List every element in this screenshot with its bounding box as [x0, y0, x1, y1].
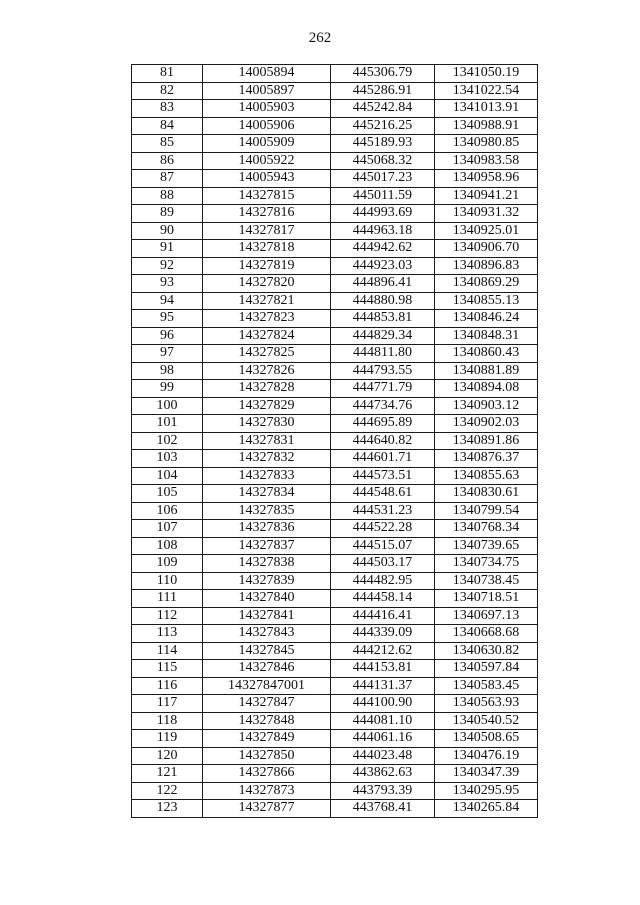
point-id-cell: 14327836 [203, 520, 331, 538]
point-id-cell: 14327826 [203, 362, 331, 380]
x-coordinate-cell: 444023.48 [331, 747, 435, 765]
point-id-cell: 14327833 [203, 467, 331, 485]
table-row [132, 502, 538, 520]
table-row [132, 222, 538, 240]
row-index-cell: 101 [132, 415, 203, 433]
row-index-cell: 90 [132, 222, 203, 240]
row-index-cell: 108 [132, 537, 203, 555]
row-index-cell: 102 [132, 432, 203, 450]
row-index-cell: 107 [132, 520, 203, 538]
point-id-cell: 14327821 [203, 292, 331, 310]
row-index-cell: 111 [132, 590, 203, 608]
x-coordinate-cell: 444601.71 [331, 450, 435, 468]
row-index-cell: 97 [132, 345, 203, 363]
y-coordinate-cell: 1340583.45 [435, 677, 538, 695]
row-index-cell: 87 [132, 170, 203, 188]
table-row [132, 607, 538, 625]
table-body [132, 65, 538, 818]
point-id-cell: 14327848 [203, 712, 331, 730]
point-id-cell: 14005897 [203, 82, 331, 100]
table-row [132, 572, 538, 590]
y-coordinate-cell: 1340347.39 [435, 765, 538, 783]
y-coordinate-cell: 1340903.12 [435, 397, 538, 415]
point-id-cell: 14327866 [203, 765, 331, 783]
table-row [132, 765, 538, 783]
x-coordinate-cell: 445216.25 [331, 117, 435, 135]
y-coordinate-cell: 1340295.95 [435, 782, 538, 800]
point-id-cell: 14005903 [203, 100, 331, 118]
point-id-cell: 14327834 [203, 485, 331, 503]
row-index-cell: 93 [132, 275, 203, 293]
table-row [132, 292, 538, 310]
x-coordinate-cell: 444829.34 [331, 327, 435, 345]
point-id-cell: 14327817 [203, 222, 331, 240]
x-coordinate-cell: 444695.89 [331, 415, 435, 433]
x-coordinate-cell: 444734.76 [331, 397, 435, 415]
point-id-cell: 14327841 [203, 607, 331, 625]
table-row [132, 642, 538, 660]
table-row [132, 695, 538, 713]
x-coordinate-cell: 445068.32 [331, 152, 435, 170]
y-coordinate-cell: 1340508.65 [435, 730, 538, 748]
y-coordinate-cell: 1340925.01 [435, 222, 538, 240]
y-coordinate-cell: 1340739.65 [435, 537, 538, 555]
y-coordinate-cell: 1340855.13 [435, 292, 538, 310]
y-coordinate-cell: 1340896.83 [435, 257, 538, 275]
y-coordinate-cell: 1340876.37 [435, 450, 538, 468]
point-id-cell: 14327845 [203, 642, 331, 660]
x-coordinate-cell: 444531.23 [331, 502, 435, 520]
point-id-cell: 14327823 [203, 310, 331, 328]
point-id-cell: 14327829 [203, 397, 331, 415]
table-row [132, 82, 538, 100]
table-row [132, 677, 538, 695]
y-coordinate-cell: 1340941.21 [435, 187, 538, 205]
row-index-cell: 88 [132, 187, 203, 205]
y-coordinate-cell: 1340983.58 [435, 152, 538, 170]
table-row [132, 135, 538, 153]
coordinates-table [131, 64, 538, 818]
y-coordinate-cell: 1341013.91 [435, 100, 538, 118]
row-index-cell: 82 [132, 82, 203, 100]
x-coordinate-cell: 445017.23 [331, 170, 435, 188]
y-coordinate-cell: 1340768.34 [435, 520, 538, 538]
point-id-cell: 14327837 [203, 537, 331, 555]
y-coordinate-cell: 1341022.54 [435, 82, 538, 100]
x-coordinate-cell: 445286.91 [331, 82, 435, 100]
row-index-cell: 83 [132, 100, 203, 118]
table-row [132, 520, 538, 538]
row-index-cell: 86 [132, 152, 203, 170]
row-index-cell: 106 [132, 502, 203, 520]
x-coordinate-cell: 444811.80 [331, 345, 435, 363]
x-coordinate-cell: 443862.63 [331, 765, 435, 783]
table-row [132, 205, 538, 223]
row-index-cell: 105 [132, 485, 203, 503]
table-row [132, 65, 538, 83]
table-row [132, 712, 538, 730]
table-row [132, 660, 538, 678]
point-id-cell: 14327877 [203, 800, 331, 818]
table-row [132, 397, 538, 415]
y-coordinate-cell: 1340540.52 [435, 712, 538, 730]
row-index-cell: 109 [132, 555, 203, 573]
y-coordinate-cell: 1340697.13 [435, 607, 538, 625]
x-coordinate-cell: 443793.39 [331, 782, 435, 800]
row-index-cell: 103 [132, 450, 203, 468]
y-coordinate-cell: 1340894.08 [435, 380, 538, 398]
table-row [132, 117, 538, 135]
row-index-cell: 99 [132, 380, 203, 398]
x-coordinate-cell: 444640.82 [331, 432, 435, 450]
table-row [132, 187, 538, 205]
point-id-cell: 14327846 [203, 660, 331, 678]
y-coordinate-cell: 1340980.85 [435, 135, 538, 153]
table-row [132, 432, 538, 450]
table-row [132, 275, 538, 293]
row-index-cell: 120 [132, 747, 203, 765]
point-id-cell: 14327819 [203, 257, 331, 275]
y-coordinate-cell: 1340988.91 [435, 117, 538, 135]
x-coordinate-cell: 444853.81 [331, 310, 435, 328]
x-coordinate-cell: 444793.55 [331, 362, 435, 380]
row-index-cell: 110 [132, 572, 203, 590]
table-row [132, 345, 538, 363]
x-coordinate-cell: 444081.10 [331, 712, 435, 730]
row-index-cell: 95 [132, 310, 203, 328]
table-row [132, 782, 538, 800]
x-coordinate-cell: 444548.61 [331, 485, 435, 503]
row-index-cell: 81 [132, 65, 203, 83]
x-coordinate-cell: 444212.62 [331, 642, 435, 660]
x-coordinate-cell: 443768.41 [331, 800, 435, 818]
row-index-cell: 85 [132, 135, 203, 153]
page-number: 262 [308, 30, 332, 46]
x-coordinate-cell: 444515.07 [331, 537, 435, 555]
x-coordinate-cell: 445189.93 [331, 135, 435, 153]
point-id-cell: 14327847 [203, 695, 331, 713]
point-id-cell: 14005922 [203, 152, 331, 170]
point-id-cell: 14327830 [203, 415, 331, 433]
y-coordinate-cell: 1340718.51 [435, 590, 538, 608]
table-row [132, 450, 538, 468]
point-id-cell: 14005906 [203, 117, 331, 135]
table-row [132, 257, 538, 275]
table-row [132, 100, 538, 118]
y-coordinate-cell: 1340734.75 [435, 555, 538, 573]
table-row [132, 152, 538, 170]
x-coordinate-cell: 444522.28 [331, 520, 435, 538]
row-index-cell: 116 [132, 677, 203, 695]
point-id-cell: 14327847001 [203, 677, 331, 695]
x-coordinate-cell: 444923.03 [331, 257, 435, 275]
row-index-cell: 104 [132, 467, 203, 485]
x-coordinate-cell: 444416.41 [331, 607, 435, 625]
y-coordinate-cell: 1340902.03 [435, 415, 538, 433]
row-index-cell: 115 [132, 660, 203, 678]
table-row [132, 240, 538, 258]
row-index-cell: 112 [132, 607, 203, 625]
point-id-cell: 14327832 [203, 450, 331, 468]
table-row [132, 625, 538, 643]
x-coordinate-cell: 444482.95 [331, 572, 435, 590]
point-id-cell: 14327850 [203, 747, 331, 765]
row-index-cell: 114 [132, 642, 203, 660]
point-id-cell: 14327816 [203, 205, 331, 223]
point-id-cell: 14327839 [203, 572, 331, 590]
y-coordinate-cell: 1340799.54 [435, 502, 538, 520]
point-id-cell: 14327815 [203, 187, 331, 205]
point-id-cell: 14327828 [203, 380, 331, 398]
x-coordinate-cell: 444880.98 [331, 292, 435, 310]
table-row [132, 362, 538, 380]
point-id-cell: 14327825 [203, 345, 331, 363]
row-index-cell: 98 [132, 362, 203, 380]
row-index-cell: 94 [132, 292, 203, 310]
table-row [132, 327, 538, 345]
table-row [132, 730, 538, 748]
point-id-cell: 14327849 [203, 730, 331, 748]
row-index-cell: 123 [132, 800, 203, 818]
y-coordinate-cell: 1340630.82 [435, 642, 538, 660]
table-row [132, 485, 538, 503]
y-coordinate-cell: 1340855.63 [435, 467, 538, 485]
y-coordinate-cell: 1341050.19 [435, 65, 538, 83]
y-coordinate-cell: 1340563.93 [435, 695, 538, 713]
y-coordinate-cell: 1340958.96 [435, 170, 538, 188]
point-id-cell: 14327835 [203, 502, 331, 520]
y-coordinate-cell: 1340869.29 [435, 275, 538, 293]
table-row [132, 380, 538, 398]
y-coordinate-cell: 1340668.68 [435, 625, 538, 643]
x-coordinate-cell: 444458.14 [331, 590, 435, 608]
table-row [132, 590, 538, 608]
y-coordinate-cell: 1340860.43 [435, 345, 538, 363]
table-row [132, 415, 538, 433]
point-id-cell: 14327831 [203, 432, 331, 450]
x-coordinate-cell: 444573.51 [331, 467, 435, 485]
point-id-cell: 14327820 [203, 275, 331, 293]
row-index-cell: 119 [132, 730, 203, 748]
table-row [132, 537, 538, 555]
row-index-cell: 96 [132, 327, 203, 345]
point-id-cell: 14327840 [203, 590, 331, 608]
y-coordinate-cell: 1340597.84 [435, 660, 538, 678]
row-index-cell: 92 [132, 257, 203, 275]
row-index-cell: 117 [132, 695, 203, 713]
x-coordinate-cell: 444771.79 [331, 380, 435, 398]
table-row [132, 747, 538, 765]
y-coordinate-cell: 1340881.89 [435, 362, 538, 380]
x-coordinate-cell: 444503.17 [331, 555, 435, 573]
row-index-cell: 89 [132, 205, 203, 223]
row-index-cell: 122 [132, 782, 203, 800]
row-index-cell: 121 [132, 765, 203, 783]
x-coordinate-cell: 444100.90 [331, 695, 435, 713]
table-row [132, 310, 538, 328]
point-id-cell: 14327824 [203, 327, 331, 345]
x-coordinate-cell: 445011.59 [331, 187, 435, 205]
x-coordinate-cell: 444153.81 [331, 660, 435, 678]
y-coordinate-cell: 1340891.86 [435, 432, 538, 450]
table-row [132, 467, 538, 485]
x-coordinate-cell: 444339.09 [331, 625, 435, 643]
row-index-cell: 84 [132, 117, 203, 135]
point-id-cell: 14327843 [203, 625, 331, 643]
y-coordinate-cell: 1340476.19 [435, 747, 538, 765]
x-coordinate-cell: 444896.41 [331, 275, 435, 293]
y-coordinate-cell: 1340738.45 [435, 572, 538, 590]
y-coordinate-cell: 1340931.32 [435, 205, 538, 223]
row-index-cell: 113 [132, 625, 203, 643]
x-coordinate-cell: 444993.69 [331, 205, 435, 223]
x-coordinate-cell: 445242.84 [331, 100, 435, 118]
point-id-cell: 14005909 [203, 135, 331, 153]
row-index-cell: 118 [132, 712, 203, 730]
point-id-cell: 14327873 [203, 782, 331, 800]
row-index-cell: 100 [132, 397, 203, 415]
table-row [132, 170, 538, 188]
point-id-cell: 14005894 [203, 65, 331, 83]
x-coordinate-cell: 444963.18 [331, 222, 435, 240]
x-coordinate-cell: 444061.16 [331, 730, 435, 748]
point-id-cell: 14327838 [203, 555, 331, 573]
y-coordinate-cell: 1340265.84 [435, 800, 538, 818]
x-coordinate-cell: 445306.79 [331, 65, 435, 83]
point-id-cell: 14005943 [203, 170, 331, 188]
x-coordinate-cell: 444942.62 [331, 240, 435, 258]
row-index-cell: 91 [132, 240, 203, 258]
y-coordinate-cell: 1340846.24 [435, 310, 538, 328]
x-coordinate-cell: 444131.37 [331, 677, 435, 695]
point-id-cell: 14327818 [203, 240, 331, 258]
y-coordinate-cell: 1340906.70 [435, 240, 538, 258]
y-coordinate-cell: 1340830.61 [435, 485, 538, 503]
table-row [132, 800, 538, 818]
table-row [132, 555, 538, 573]
y-coordinate-cell: 1340848.31 [435, 327, 538, 345]
